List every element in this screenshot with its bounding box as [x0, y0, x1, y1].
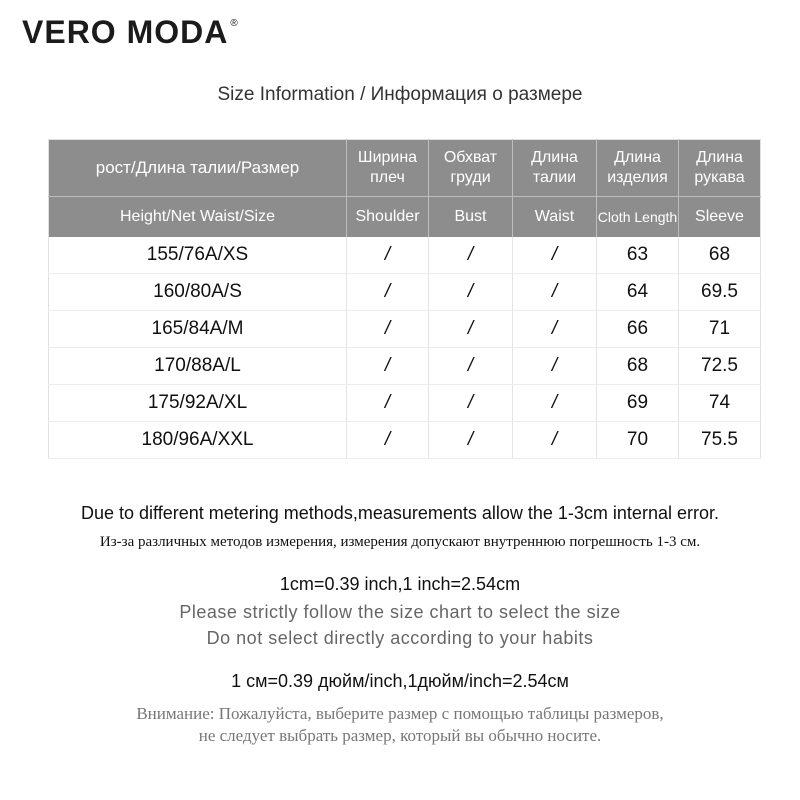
- sleeve-cell: 74: [679, 385, 761, 422]
- strict-note-1: Please strictly follow the size chart to select the size: [179, 602, 621, 622]
- size-cell: 160/80A/S: [49, 274, 347, 311]
- header-en-waist: Waist: [513, 197, 597, 238]
- bust-cell: /: [429, 311, 513, 348]
- size-cell: 180/96A/XXL: [49, 422, 347, 459]
- size-cell: 170/88A/L: [49, 348, 347, 385]
- header-ru-length: Длина изделия: [597, 140, 679, 197]
- waist-cell: /: [513, 237, 597, 274]
- shoulder-cell: /: [347, 348, 429, 385]
- shoulder-cell: /: [347, 385, 429, 422]
- error-note-ru: Из-за различных методов измерения, измерения допускают внутреннюю погрешность 1-3 см.: [99, 534, 701, 550]
- shoulder-cell: /: [347, 237, 429, 274]
- warning-note-ru-1: Внимание: Пожалуйста, выберите размер с помощью таблицы размеров,: [136, 704, 664, 723]
- table-row: [49, 274, 761, 311]
- shoulder-cell: /: [347, 274, 429, 311]
- sleeve-cell: 69.5: [679, 274, 761, 311]
- shoulder-cell: /: [347, 422, 429, 459]
- header-en-size: Height/Net Waist/Size: [49, 197, 347, 238]
- sleeve-cell: 72.5: [679, 348, 761, 385]
- warning-note-ru-2: не следует выбрать размер, который вы обычно носите.: [198, 726, 602, 745]
- table-row: [49, 311, 761, 348]
- waist-cell: /: [513, 311, 597, 348]
- header-en-shoulder: Shoulder: [347, 197, 429, 238]
- header-ru-size: рост/Длина талии/Размер: [49, 140, 347, 197]
- bust-cell: /: [429, 274, 513, 311]
- header-ru-shoulder: Ширина плеч: [347, 140, 429, 197]
- waist-cell: /: [513, 385, 597, 422]
- header-ru-waist: Длина талии: [513, 140, 597, 197]
- bust-cell: /: [429, 348, 513, 385]
- bust-cell: /: [429, 422, 513, 459]
- size-table: [48, 139, 761, 459]
- page-title: Size Information / Информация о размере: [217, 84, 583, 105]
- size-cell: 165/84A/M: [49, 311, 347, 348]
- waist-cell: /: [513, 274, 597, 311]
- strict-note-2: Do not select directly according to your habits: [206, 628, 594, 648]
- table-row: [49, 237, 761, 274]
- conversion-note: 1cm=0.39 inch,1 inch=2.54cm: [279, 574, 521, 594]
- sleeve-cell: 68: [679, 237, 761, 274]
- header-en-sleeve: Sleeve: [679, 197, 761, 238]
- header-row-en: [49, 197, 761, 238]
- shoulder-cell: /: [347, 311, 429, 348]
- header-row-ru: [49, 140, 761, 197]
- conversion-note-ru: 1 см=0.39 дюйм/inch,1дюйм/inch=2.54см: [231, 671, 569, 691]
- header-ru-bust: Обхват груди: [429, 140, 513, 197]
- length-cell: 63: [597, 237, 679, 274]
- bust-cell: /: [429, 385, 513, 422]
- registered-mark: ®: [230, 18, 239, 29]
- brand-name: VERO MODA: [22, 14, 229, 50]
- length-cell: 70: [597, 422, 679, 459]
- size-cell: 155/76A/XS: [49, 237, 347, 274]
- sleeve-cell: 71: [679, 311, 761, 348]
- length-cell: 68: [597, 348, 679, 385]
- error-note-en: Due to different metering methods,measurements allow the 1-3cm internal error.: [81, 503, 719, 523]
- bust-cell: /: [429, 237, 513, 274]
- header-en-bust: Bust: [429, 197, 513, 238]
- header-ru-sleeve: Длина рукава: [679, 140, 761, 197]
- length-cell: 69: [597, 385, 679, 422]
- brand-logo: [22, 14, 239, 51]
- header-en-length: Cloth Length: [597, 197, 679, 238]
- table-row: [49, 422, 761, 459]
- table-row: [49, 385, 761, 422]
- length-cell: 66: [597, 311, 679, 348]
- waist-cell: /: [513, 348, 597, 385]
- sleeve-cell: 75.5: [679, 422, 761, 459]
- length-cell: 64: [597, 274, 679, 311]
- size-cell: 175/92A/XL: [49, 385, 347, 422]
- waist-cell: /: [513, 422, 597, 459]
- table-row: [49, 348, 761, 385]
